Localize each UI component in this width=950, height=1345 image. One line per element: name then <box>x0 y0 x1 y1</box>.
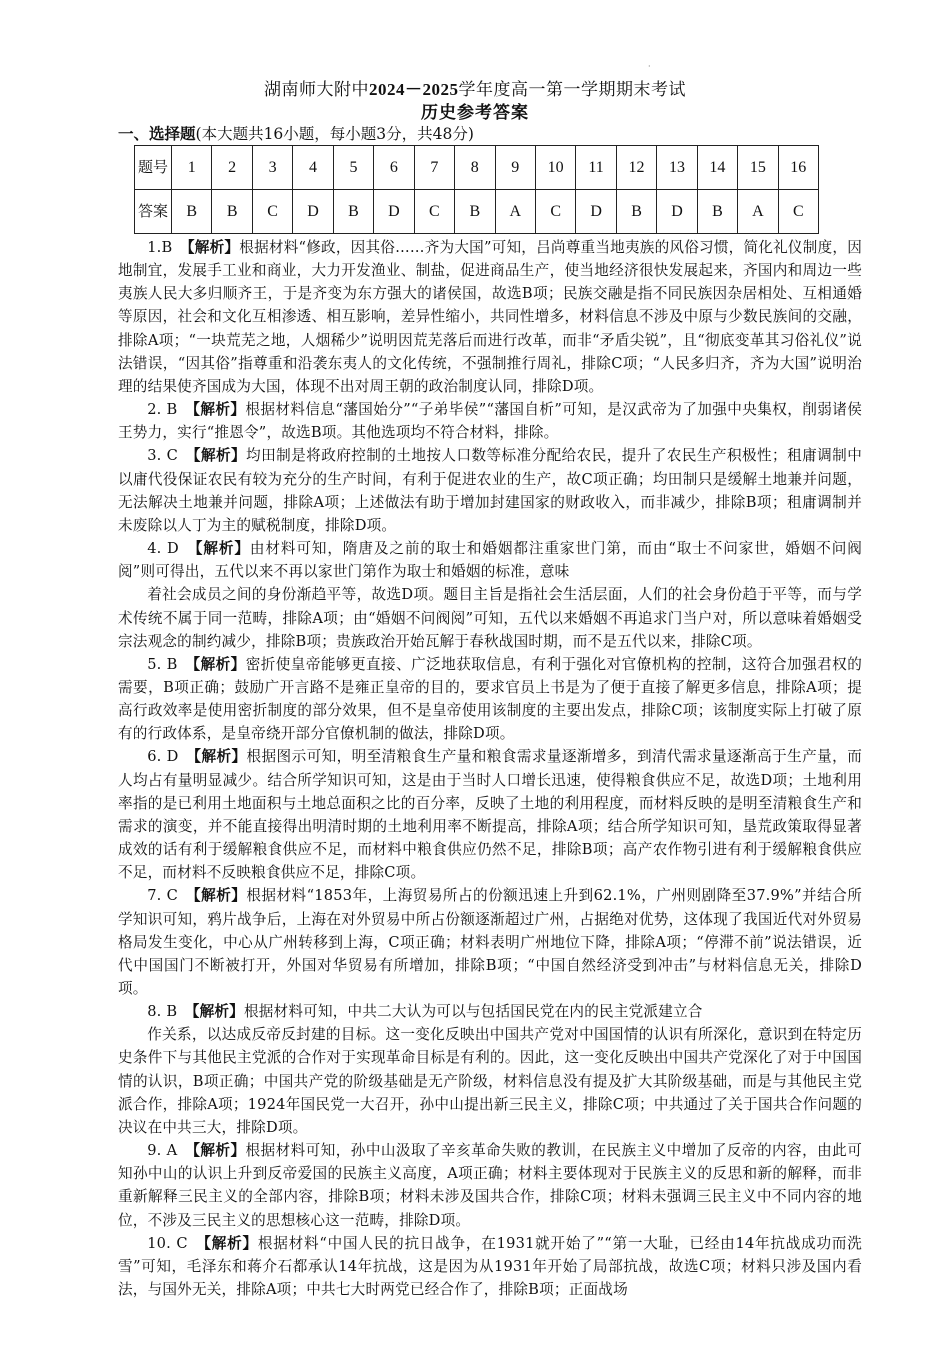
title-school: 湖南师大附中 <box>264 80 369 100</box>
answer-cell: B <box>455 190 495 234</box>
answer-cell: B <box>172 190 212 234</box>
explanation-paragraph <box>118 1139 862 1232</box>
q-number-cell: 3 <box>252 146 292 190</box>
explanation-text: 根据材料可知，孙中山汲取了辛亥革命失败的教训，在民族主义中增加了反帝的内容，由此可知孙中山的认识上升到反帝爱国的民族主义高度，A项正确；材料主要体现对于民族主义的反思和新的解释，而非重新解释三民主义的全部内容，排除B项；材料未涉及国共合作，排除C项；材料未强调三民主义中不同内容的地位，不涉及三民主义的思想核心这一范畴，排除D项。 <box>118 1142 862 1229</box>
answer-cell: A <box>738 190 778 234</box>
explanation-text: 根据材料可知，中共二大认为可以与包括国民党在内的民主党派建立合 <box>243 1003 703 1021</box>
answer-cell: B <box>616 190 656 234</box>
explanation-paragraph <box>118 1000 862 1023</box>
q-number-cell: 14 <box>697 146 737 190</box>
explanation-number: 1.B <box>147 239 173 256</box>
q-number-cell: 7 <box>414 146 454 190</box>
q-number-cell: 10 <box>535 146 575 190</box>
explanation-paragraph <box>118 537 862 583</box>
explanation-number: 10. C <box>147 1234 188 1252</box>
explanation-tag: 【解析】 <box>192 401 246 419</box>
explanation-paragraph <box>118 653 862 746</box>
answer-cell: A <box>495 190 535 234</box>
explanation-text: 根据材料信息“藩国始分”“子弟毕侯”“藩国自析”可知，是汉武帝为了加强中央集权，削弱诸侯王势力，实行“推恩令”，故选B项。其他选项均不符合材料，排除。 <box>118 401 862 442</box>
explanation-number: 7. C <box>147 887 178 905</box>
answer-cell: B <box>212 190 252 234</box>
row-label-question-number: 题号 <box>135 146 172 190</box>
explanation-tag: 【解析】 <box>193 887 247 905</box>
row-label-answer: 答案 <box>135 190 172 234</box>
explanation-text: 根据材料“1853年，上海贸易所占的份额迅速上升到62.1%，广州则剧降至37.9%”并结合所学知识可知，鸦片战争后，上海在对外贸易中所占份额逐渐超过广州，占据绝对优势，这体现了我国近代对外贸易格局发生变化，中心从广州转移到上海，C项正确；材料表明广州地位下降，排除A项；“停滞不前”说法错误，近代中国国门不断被打开，外国对华贸易有所增加，排除B项；“中国自然经济受到冲击”与材料信息无关，排除D项。 <box>118 887 863 997</box>
q-number-cell: 11 <box>576 146 616 190</box>
explanation-number: 3. C <box>147 447 178 465</box>
explanation-tag: 【解析】 <box>187 239 240 256</box>
section-note: (本大题共16小题，每小题3分，共48分) <box>195 125 474 143</box>
exam-title <box>0 79 950 101</box>
explanation-number: 8. B <box>147 1003 178 1021</box>
explanation-tag: 【解析】 <box>193 447 247 465</box>
explanation-continuation <box>118 1023 862 1139</box>
explanation-paragraph <box>118 745 862 884</box>
explanation-text: 均田制是将政府控制的土地按人口数等标准分配给农民，提升了农民生产积极性；租庸调制中以庸代役保证农民有较为充分的生产时间，有利于促进农业的生产，故C项正确；均田制只是缓解土地兼并问题，无法解决土地兼并问题，排除A项；上述做法有助于增加封建国家的财政收入，而非减少，排除B项；租庸调制并未废除以人丁为主的赋税制度，排除D项。 <box>118 447 862 534</box>
q-number-cell: 15 <box>738 146 778 190</box>
explanation-tag: 【解析】 <box>195 540 250 558</box>
explanation-text: 由材料可知，隋唐及之前的取士和婚姻都注重家世门第，而由“取士不问家世，婚姻不问阀阅”则可得出，五代以来不再以家世门第作为取士和婚姻的标准，意味 <box>118 540 862 581</box>
section-title: 一、选择题 <box>118 124 196 143</box>
scan-dot: · <box>648 62 651 71</box>
explanation-paragraph <box>118 398 862 444</box>
explanation-tag: 【解析】 <box>192 1142 246 1160</box>
answer-table-row-numbers <box>135 146 819 190</box>
answer-cell: C <box>252 190 292 234</box>
q-number-cell: 8 <box>455 146 495 190</box>
explanation-number: 9. A <box>147 1142 178 1160</box>
q-number-cell: 13 <box>657 146 697 190</box>
answer-cell: C <box>778 190 818 234</box>
q-number-cell: 5 <box>333 146 373 190</box>
explanation-paragraph <box>118 444 862 537</box>
title-term: 学年度高一第一学期期末考试 <box>458 80 686 100</box>
explanation-number: 5. B <box>147 655 178 673</box>
answer-cell: C <box>414 190 454 234</box>
q-number-cell: 2 <box>212 146 252 190</box>
q-number-cell: 6 <box>374 146 414 190</box>
explanation-paragraph <box>118 1232 862 1301</box>
title-year: 2024－2025 <box>369 80 459 99</box>
section-heading <box>118 124 474 144</box>
answer-cell: D <box>657 190 697 234</box>
answer-cell: C <box>535 190 575 234</box>
explanation-number: 2. B <box>147 401 178 419</box>
explanation-number: 6. D <box>147 748 179 766</box>
q-number-cell: 4 <box>293 146 333 190</box>
explanation-text: 作关系，以达成反帝反封建的目标。这一变化反映出中国共产党对中国国情的认识有所深化，意识到在特定历史条件下与其他民主党派的合作对于实现革命目标是有利的。因此，这一变化反映出中国共产党深化了对于中国国情的认识，B项正确；中国共产党的阶级基础是无产阶级，材料信息没有提及扩大其阶级基础，而是与其他民主党派合作，排除A项；1924年国民党一大召开，孙中山提出新三民主义，排除C项；中共通过了关于国共合作问题的决议在中共三大，排除D项。 <box>118 1026 862 1136</box>
answer-cell: D <box>374 190 414 234</box>
explanation-text: 根据图示可知，明至清粮食生产量和粮食需求量逐渐增多，到清代需求量逐渐高于生产量，而人均占有量明显减少。结合所学知识可知，这是由于当时人口增长迅速，使得粮食供应不足，故选D项；土地利用率指的是已利用土地面积与土地总面积之比的百分率，反映了土地的利用程度，而材料反映的是明至清粮食生产和需求的演变，并不能直接得出明清时期的土地利用率不断提高，排除A项；结合所学知识可知，垦荒政策取得显著成效的话有利于缓解粮食供应不足，而材料中粮食供应仍然不足，排除B项；高产农作物引进有利于缓解粮食供应不足，而材料不反映粮食供应不足，排除C项。 <box>118 748 862 882</box>
explanation-continuation <box>118 583 862 652</box>
q-number-cell: 1 <box>172 146 212 190</box>
explanation-paragraph <box>118 236 862 398</box>
q-number-cell: 9 <box>495 146 535 190</box>
explanation-text: 密折使皇帝能够更直接、广泛地获取信息，有利于强化对官僚机构的控制，这符合加强君权的需要，B项正确；鼓励广开言路不是雍正皇帝的目的，要求官员上书是为了便于直接了解更多信息，排除A项；提高行政效率是使用密折制度的部分效果，但不是皇帝使用该制度的主要出发点，排除C项；该制度实际上打破了原有的行政体系，是皇帝绕开部分官僚机制的做法，排除D项。 <box>118 655 862 743</box>
explanation-tag: 【解析】 <box>192 655 246 673</box>
answer-cell: D <box>293 190 333 234</box>
exam-subtitle: 历史参考答案 <box>421 103 529 123</box>
explanation-tag: 【解析】 <box>203 1234 258 1252</box>
explanation-number: 4. D <box>147 540 179 558</box>
answer-cell: B <box>333 190 373 234</box>
explanation-tag: 【解析】 <box>193 748 247 766</box>
q-number-cell: 16 <box>778 146 818 190</box>
explanation-text: 着社会成员之间的身份渐趋平等，故选D项。题目主旨是指社会生活层面，人们的社会身份趋于平等，而与学术传统不属于同一范畴，排除A项；由“婚姻不问阀阅”可知，五代以来婚姻不再追求门当户对，所以意味着婚姻受宗法观念的制约减少，排除B项；贵族政治开始瓦解于春秋战国时期，而不是五代以来，排除C项。 <box>118 586 862 650</box>
answer-cell: D <box>576 190 616 234</box>
answer-table-row-answers <box>135 190 819 234</box>
explanation-text: 根据材料“修政，因其俗……齐为大国”可知，吕尚尊重当地夷族的风俗习惯，简化礼仪制度，因地制宜，发展手工业和商业，大力开发渔业、制盐，促进商品生产，使当地经济很快发展起来，齐国内和周边一些夷族人民大多归顺齐王，于是齐变为东方强大的诸侯国，故选B项；民族交融是指不同民族因杂居相处、互相通婚等原因，社会和文化互相渗透、相互影响，差异性缩小，共同性增多，材料信息不涉及中原与少数民族间的交融，排除A项；“一块荒芜之地，人烟稀少”说明因荒芜落后而进行改革，而非“矛盾尖锐”，且“彻底变革其习俗礼仪”说法错误，“因其俗”指尊重和沿袭东夷人的文化传统，不强制推行周礼，排除C项；“人民多归齐，齐为大国”说明治理的结果使齐国成为大国，体现不出对周王朝的政治制度认同，排除D项。 <box>118 239 862 395</box>
answer-cell: B <box>697 190 737 234</box>
answer-table <box>134 145 819 234</box>
explanation-tag: 【解析】 <box>192 1003 244 1021</box>
explanation-text: 根据材料“中国人民的抗日战争，在1931就开始了”“第一大耻，已经由14年抗战成功而洗雪”可知，毛泽东和蒋介石都承认14年抗战，这是因为从1931年开始了局部抗战，故选C项；材料只涉及国内看法，与国外无关，排除A项；中共七大时两党已经合作了，排除B项；正面战场 <box>118 1234 862 1299</box>
q-number-cell: 12 <box>616 146 656 190</box>
explanation-paragraph <box>118 884 862 1000</box>
explanations <box>118 236 862 1301</box>
